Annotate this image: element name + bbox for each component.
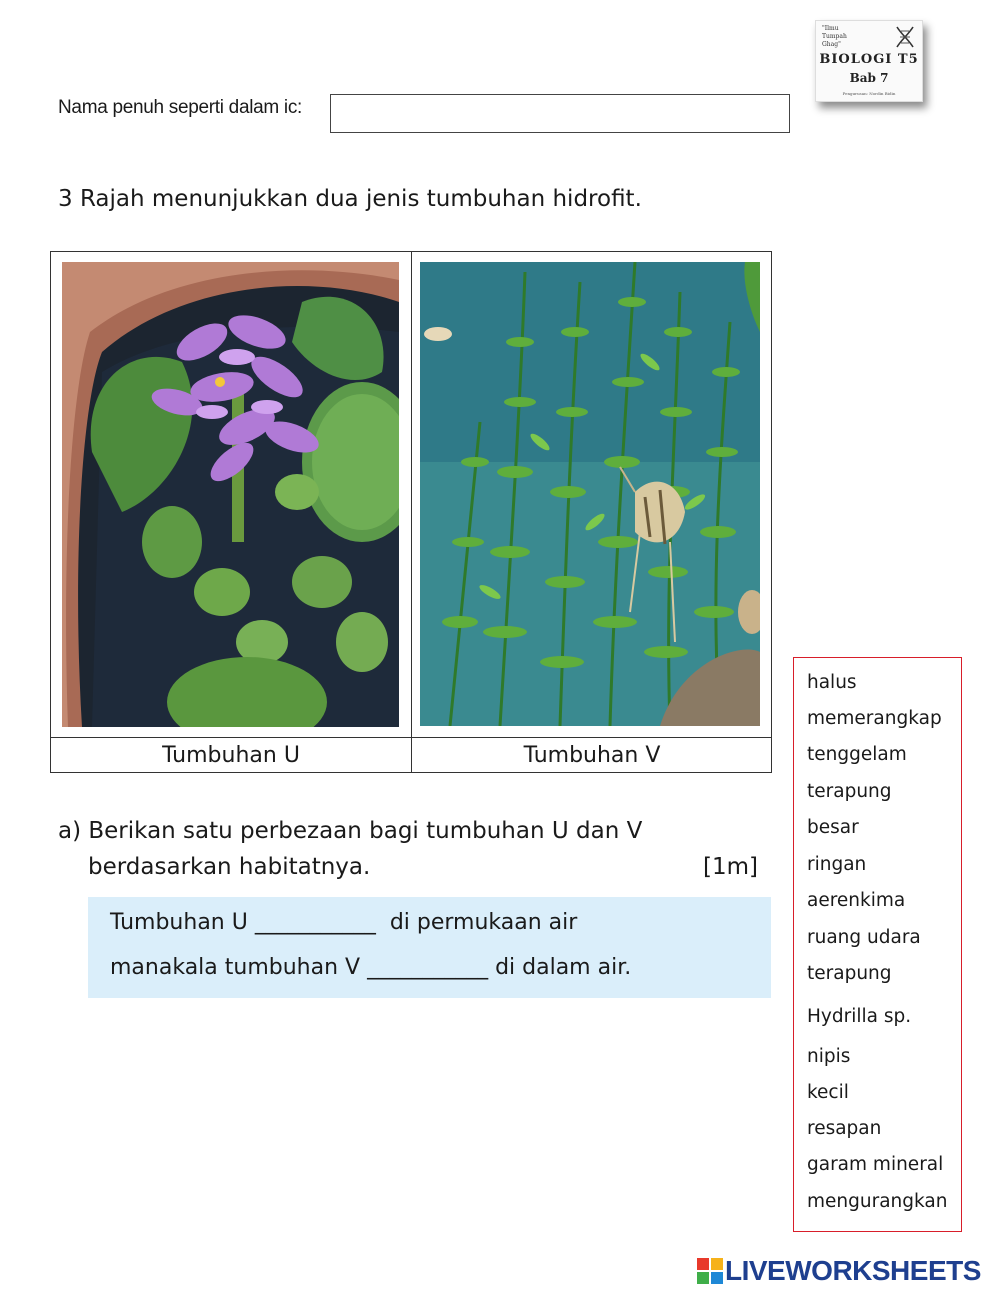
word-bank-item[interactable]: aerenkima [807, 890, 906, 911]
dna-icon [894, 25, 916, 49]
word-bank-item[interactable]: kecil [807, 1082, 849, 1103]
liveworksheets-logo-icon [697, 1258, 723, 1284]
logo-title: BIOLOGI T5 [819, 52, 919, 67]
word-bank-item[interactable]: garam mineral [807, 1154, 944, 1175]
part-a-question-line1: a) Berikan satu perbezaan bagi tumbuhan U dan V [58, 818, 643, 844]
word-bank-item[interactable]: terapung [807, 963, 892, 984]
word-bank-item[interactable]: terapung [807, 781, 892, 802]
question-text: 3 Rajah menunjukkan dua jenis tumbuhan hidrofit. [58, 186, 642, 212]
biologi-t5-logo [815, 20, 923, 102]
full-name-input[interactable] [330, 94, 790, 133]
word-bank-item[interactable]: resapan [807, 1118, 882, 1139]
water-hyacinth-photo [62, 262, 399, 727]
part-a-question-line2: berdasarkan habitatnya. [88, 854, 371, 880]
word-bank-item[interactable]: halus [807, 672, 857, 693]
figure-table [50, 251, 772, 773]
water-hyacinth-illustration [62, 262, 399, 727]
logo-footer: Pengurusan: Nordin Bidin [842, 91, 896, 96]
hydrilla-photo [420, 262, 760, 726]
word-bank-item[interactable]: Hydrilla sp. [807, 1006, 912, 1027]
logo-motto: "Ilmu Tumpah Ghag" [822, 25, 847, 48]
name-label: Nama penuh seperti dalam ic: [58, 97, 303, 118]
brand-text: LIVEWORKSHEETS [725, 1255, 981, 1286]
figure-divider-vertical [411, 252, 412, 772]
word-bank-item[interactable]: besar [807, 817, 859, 838]
answer-box[interactable] [88, 897, 771, 998]
word-bank-item[interactable]: memerangkap [807, 708, 942, 729]
liveworksheets-brand [697, 1255, 995, 1287]
word-bank-item[interactable]: tenggelam [807, 744, 907, 765]
caption-tumbuhan-u: Tumbuhan U [162, 743, 300, 768]
word-bank-item[interactable]: ringan [807, 854, 867, 875]
hydrilla-illustration [420, 262, 760, 726]
word-bank-item[interactable]: nipis [807, 1046, 851, 1067]
word-bank-item[interactable]: mengurangkan [807, 1191, 948, 1212]
marks-label: [1m] [703, 854, 758, 880]
word-bank-item[interactable]: ruang udara [807, 927, 921, 948]
answer-line-2[interactable]: manakala tumbuhan V ___________ di dalam air. [110, 955, 632, 980]
word-bank [793, 657, 962, 1232]
logo-subtitle: Bab 7 [849, 71, 889, 85]
caption-tumbuhan-v: Tumbuhan V [523, 743, 661, 768]
answer-line-1[interactable]: Tumbuhan U ___________ di permukaan air [110, 910, 578, 935]
